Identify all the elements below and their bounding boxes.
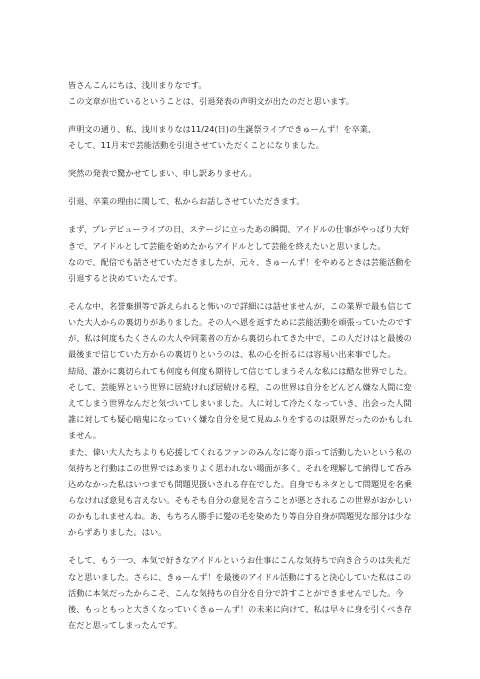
text-line: そして、11月末で芸能活動を引退させていただくことになりました。: [68, 140, 324, 151]
text-line: まず、プレデビューライブの日、ステージに立ったあの瞬間、アイドルの仕事がやっぱり大好: [68, 224, 410, 235]
text-line: 皆さんこんにちは、浅川まりなです。: [68, 80, 207, 90]
text-line: 後、もっともっと大きくなっていくきゅーんず！の未来に向けて、私は早々に身を引くべき存: [68, 604, 412, 615]
paragraph-2: [68, 121, 420, 153]
text-line: らなければ意見も言えない。そもそも自分の意見を言うことが悪とされるこの世界がおかしい: [68, 495, 412, 506]
text-line: えてしまう世界なんだと気づいてしまいました。人に対して冷たくなっていき、出会った人間: [68, 397, 412, 408]
text-line: が、私は何度もたくさんの大人や同業者の方から裏切られてきた中で、この人だけはと最後の: [68, 333, 412, 344]
text-line: 最後まで信じていた方からの裏切りというのは、私の心を折るには容易い出来事でした。: [68, 349, 396, 360]
text-line: 活動に本気だったからこそ、こんな気持ちの自分を自分で許すことができませんでした。今: [68, 587, 404, 598]
paragraph-6: [68, 298, 420, 541]
text-line: 在だと思ってしまったんです。: [68, 620, 182, 631]
text-line: のかもしれませんね。あ、もちろん勝手に髪の毛を染めたり等自分自身が問題児な部分は少な: [68, 511, 412, 522]
text-line: 込めなかった私はいつまでも問題児扱いされる存在でした。自身でもネタとして問題児を名乗: [68, 478, 412, 489]
text-line: いた大人からの裏切りがありました。その人へ恩を返すために芸能活動を頑張っていたのです: [68, 317, 412, 328]
text-line: 声明文の通り、私、浅川まりなは11/24(日)の生誕祭ライブできゅーんず！を卒業、: [68, 124, 377, 135]
document-body: [68, 77, 420, 645]
paragraph-3: [68, 165, 420, 181]
paragraph-1: [68, 77, 420, 109]
text-line: からずありました。はい。: [68, 527, 167, 538]
text-line: 突然の発表で驚かせてしまい、申し訳ありません。: [68, 168, 257, 179]
text-line: 結局、誰かに裏切られても何度も何度も期待して信じてしまうそんな私には酷な世界でした。: [68, 365, 412, 376]
text-line: なので、配信でも話させていただきましたが、元々、きゅーんず！をやめるときは芸能活動を: [68, 256, 412, 267]
text-line: また、偉い大人たちよりも応援してくれるファンのみんなに寄り添って活動したいという私の: [68, 446, 412, 457]
paragraph-7: [68, 552, 420, 633]
text-line: なと思いました。さらに、きゅーんず！を最後のアイドル活動にすると決心していた私はこの: [68, 571, 412, 582]
text-line: 気持ちと行動はこの世界ではあまりよく思われない場面が多く、それを理解して納得して呑み: [68, 462, 412, 473]
text-line: そんな中、名誉棄損等で訴えられると怖いので詳細には話せませんが、この業界で最も信じて: [68, 300, 412, 311]
text-line: この文章が出ているということは、引退発表の声明文が出たのだと思います。: [68, 96, 354, 107]
text-line: きで、アイドルとして芸能を始めたからアイドルとして芸能を終えたいと思いました。: [68, 240, 386, 251]
text-line: 誰に対しても疑心暗鬼になっていく嫌な自分を見て見ぬふりをするのは限界だったのかもしれ: [68, 414, 412, 425]
text-line: ません。: [68, 430, 102, 441]
text-line: 引退、卒業の理由に関して、私からお話しさせていただきます。: [68, 196, 305, 207]
text-line: そして、芸能界という世界に居続ければ居続ける程、この世界は自分をどんどん嫌な人間に変: [68, 381, 412, 392]
text-line: そして、もう一つ、本気で好きなアイドルというお仕事にこんな気持ちで向き合うのは失礼だ: [68, 555, 411, 566]
paragraph-4: [68, 193, 420, 209]
text-line: 引退すると決めていたんです。: [68, 272, 182, 283]
paragraph-5: [68, 221, 420, 286]
